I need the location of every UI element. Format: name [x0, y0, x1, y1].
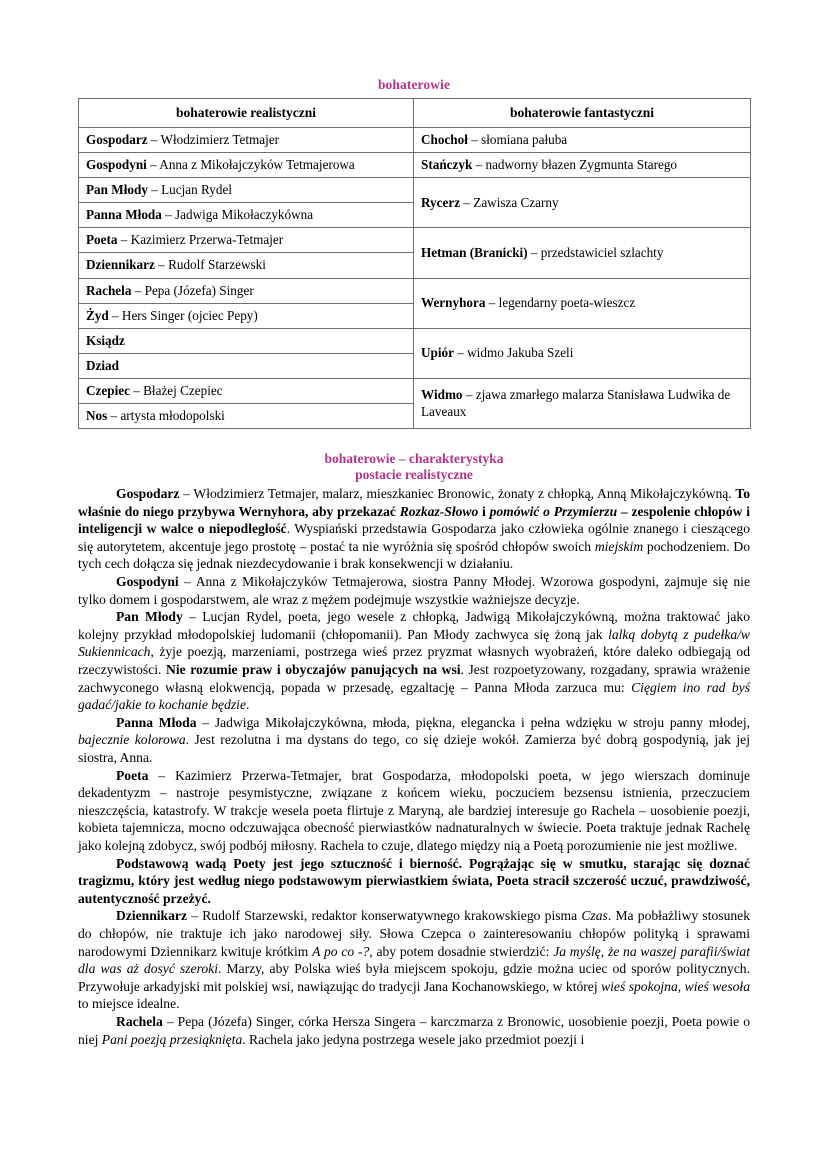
character-name: Pan Młody — [86, 182, 148, 198]
paragraph-panna-mloda — [78, 714, 750, 767]
character-name: Rycerz — [421, 194, 461, 210]
character-description: – Kazimierz Przerwa-Tetmajer — [117, 232, 284, 248]
text-run: Poeta — [116, 767, 149, 783]
text-run: Panna Młoda — [116, 714, 197, 730]
paragraph-gospodyni — [78, 573, 750, 608]
paragraph-poeta-wada — [78, 855, 750, 908]
table-body — [79, 127, 751, 428]
text-run: i — [478, 503, 490, 519]
characteristics-heading-line2: postacie realistyczne — [355, 467, 473, 483]
text-run: Pan Młody — [116, 609, 183, 625]
table-header-row — [79, 98, 751, 127]
character-description: – Rudolf Starzewski — [154, 257, 266, 273]
text-run: . Marzy, aby Polska wieś była miejscem spokoju, gdzie można uciec od sporów politycznych. Przywołuje arkadyjski mit polskiej wsi, nawiązując do tradycji Jana Kochanowskiego, w której — [78, 961, 750, 994]
character-description: – Zawisza Czarny — [460, 194, 559, 210]
paragraph-gospodarz — [78, 485, 750, 573]
table-head — [79, 98, 751, 127]
text-run: . Rachela jako jedyna postrzega wesele jako przedmiot poezji i — [242, 1031, 585, 1047]
cell-fantastic-character — [414, 178, 751, 228]
page-title: bohaterowie — [377, 77, 451, 92]
text-run: pomówić o Przymierzu — [489, 503, 618, 519]
text-run: Nie rozumie praw i obyczajów panujących na wsi — [166, 662, 461, 678]
cell-realistic-character — [79, 328, 414, 353]
cell-fantastic-character — [414, 378, 751, 428]
cell-realistic-character — [79, 404, 414, 429]
character-description: – nadworny błazen Zygmunta Starego — [472, 157, 678, 173]
text-run: wieś spokojna, wieś wesoła — [601, 978, 750, 994]
table-row — [79, 378, 751, 403]
text-run: Podstawową wadą Poety jest jego sztuczność i bierność. Pogrążając się w smutku, starając się doznać tragizmu, który jest według niego podstawowym pierwiastkiem świata, Poeta stracił szczerość uczuć, prawdziwość, autentyczność przeżyć. — [78, 855, 750, 906]
character-description: – legendarny poeta-wieszcz — [485, 295, 636, 311]
cell-fantastic-character — [414, 328, 751, 378]
table-row — [79, 328, 751, 353]
character-description: – Hers Singer (ojciec Pepy) — [108, 307, 258, 323]
character-name: Widmo — [421, 387, 463, 403]
character-description: – Błażej Czepiec — [129, 382, 223, 398]
text-run: pochodzeniem. Do tych cech dołącza się jednak niezdecydowanie i brak konsekwencji w działaniu. — [78, 538, 750, 572]
column-header-realistic: bohaterowie realistyczni — [79, 98, 414, 127]
character-description: – widmo Jakuba Szeli — [453, 345, 574, 361]
text-run: To właśnie do niego przybywa Wernyhora, aby przekazać — [78, 486, 750, 519]
text-run: Ja myślę, że na waszej parafii/świat dla was aż dosyć szeroki — [78, 943, 750, 977]
character-name: Panna Młoda — [86, 207, 162, 223]
text-run: Gospodarz — [116, 486, 180, 502]
text-run: Cięgiem ino rad byś gadać/jakie to kochanie będzie — [78, 679, 750, 713]
table-row — [79, 127, 751, 152]
text-run: . Ma pobłażliwy stosunek do chłopów, nie traktuje ich jako narodowej siły. Słowa Czepca o zainteresowaniu chłopów polityką i sprawami narodowymi Dziennikarz kwituje krótkim — [78, 908, 750, 959]
cell-realistic-character — [79, 228, 414, 253]
text-run: A po co -? — [312, 943, 370, 959]
cell-realistic-character — [79, 278, 414, 303]
cell-fantastic-character — [414, 127, 751, 152]
character-description: – słomiana pałuba — [467, 131, 568, 147]
text-run: Rachela — [116, 1013, 163, 1029]
table-row — [79, 178, 751, 203]
cell-realistic-character — [79, 353, 414, 378]
text-run: Czas — [581, 908, 608, 924]
cell-realistic-character — [79, 153, 414, 178]
character-name: Nos — [86, 408, 108, 423]
text-run: lalką dobytą z pudełka/w Sukiennicach — [78, 626, 750, 660]
character-name: Dziad — [86, 357, 119, 373]
characteristics-heading — [78, 451, 750, 483]
paragraph-pan-mlody — [78, 608, 750, 714]
table-row — [79, 278, 751, 303]
text-run: Gospodyni — [116, 574, 179, 590]
text-run: , aby potem dosadnie stwierdzić: — [369, 943, 554, 959]
characteristics-heading-line1: bohaterowie – charakterystyka — [324, 451, 504, 467]
text-run: – Kazimierz Przerwa-Tetmajer, brat Gospodarza, młodopolski poeta, w jego wierszach dominuje dekadentyzm – nastroje pesymistyczne, związane z końcem wieku, poczuciem bezsensu istnienia, przeczuciem nieszczęścia, katastrofy. W trakcje wesela poeta flirtuje z Maryną, ale bardziej interesuje go Rachela – uosobienie poezji, kobieta tajemnicza, mocno odczuwająca obecność pierwiastków nadnaturalnych w świecie. Poeta traktuje jednak Rachelę jako kolejną zdobycz, swój podbój miłosny. Rachela to czuje, dlatego między nią a Poetą porozumienie nie jest możliwe. — [78, 767, 750, 853]
character-name: Hetman (Branicki) — [421, 244, 528, 260]
text-run: . Jest rozpoetyzowany, rozgadany, sprawia wrażenie zachwyconego własną elokwencją, popada w przesadę, egzaltację – Panna Młoda zarzuca mu: — [78, 662, 750, 695]
text-run: – Jadwiga Mikołajczykówna, młoda, piękna, elegancka i pełna wdzięku w stroju panny młodej, — [196, 714, 750, 730]
paragraph-poeta — [78, 767, 750, 855]
paragraph-dziennikarz — [78, 907, 750, 1013]
character-description: – artysta młodopolski — [107, 408, 225, 423]
column-header-fantastic: bohaterowie fantastyczni — [414, 98, 751, 127]
text-run: , żyje poezją, marzeniami, postrzega wieś przez pryzmat własnych wyobrażeń, które daleko odbiegają od rzeczywistości. — [78, 644, 750, 678]
table-row — [79, 228, 751, 253]
character-name: Dziennikarz — [86, 257, 155, 273]
characters-table — [78, 98, 751, 430]
character-name: Chochoł — [421, 131, 468, 147]
character-name: Ksiądz — [86, 332, 125, 348]
cell-realistic-character — [79, 203, 414, 228]
text-run: – Pepa (Józefa) Singer, córka Hersza Singera – karczmarza z Bronowic, uosobienie poezji, Poeta powie o niej — [78, 1013, 750, 1047]
character-description: – Anna z Mikołajczyków Tetmajerowa — [146, 157, 355, 173]
cell-realistic-character — [79, 127, 414, 152]
body-copy — [78, 485, 750, 1048]
character-name: Gospodyni — [86, 157, 147, 173]
text-run: – Lucjan Rydel, poeta, jego wesele z chłopką, Jadwigą Mikołajczykówną, można traktować jako kolejny przykład młodopolskiej ludomanii (chłopomanii). Pan Młody zachwyca się żoną jak — [78, 609, 750, 642]
text-run: – Rudolf Starzewski, redaktor konserwatywnego krakowskiego pisma — [186, 908, 582, 924]
text-run: – Włodzimierz Tetmajer, malarz, mieszkaniec Bronowic, żonaty z chłopką, Anną Mikołajczykówną. — [179, 486, 736, 502]
cell-fantastic-character — [414, 153, 751, 178]
text-run: . Wyspiański przedstawia Gospodarza jako człowieka ogólnie znanego i cieszącego się autorytetem, akcentuje jego prostotę – postać ta nie wyróżnia się spośród chłopów swoich — [78, 521, 750, 554]
character-name: Rachela — [86, 282, 132, 298]
character-name: Poeta — [86, 232, 118, 248]
cell-realistic-character — [79, 178, 414, 203]
table-row — [79, 153, 751, 178]
cell-realistic-character — [79, 303, 414, 328]
text-run: bajecznie kolorowa — [78, 732, 186, 748]
text-run: Pani poezją przesiąknięta — [101, 1031, 243, 1047]
text-run: – Anna z Mikołajczyków Tetmajerowa, siostra Panny Młodej. Wzorowa gospodyni, zajmuje się nie tylko domem i gospodarstwem, ale wraz z mężem podejmuje wszystkie ważniejsze decyzje. — [78, 574, 750, 607]
character-description: – Włodzimierz Tetmajer — [147, 131, 280, 147]
paragraph-rachela — [78, 1013, 750, 1048]
character-name: Żyd — [86, 307, 109, 323]
character-description: – Jadwiga Mikołaczykówna — [161, 207, 314, 223]
character-name: Stańczyk — [421, 157, 473, 173]
text-run: miejskim — [594, 538, 644, 554]
character-name: Gospodarz — [86, 131, 148, 147]
cell-fantastic-character — [414, 278, 751, 328]
cell-realistic-character — [79, 378, 414, 403]
character-name: Czepiec — [86, 382, 130, 398]
cell-realistic-character — [79, 253, 414, 278]
character-description: – Pepa (Józefa) Singer — [131, 282, 254, 298]
character-description: – zjawa zmarłego malarza Stanisława Ludwika de Laveaux — [421, 387, 731, 419]
text-run: to miejsce idealne. — [78, 996, 180, 1012]
text-run: . — [245, 697, 250, 713]
character-name: Upiór — [421, 345, 454, 361]
text-run: – zespolenie chłopów i inteligencji w walce o niepodległość — [78, 503, 750, 537]
text-run: . Jest rezolutna i ma dystans do tego, co się dzieje wokół. Zamierza być dobrą gospodynią, jak jej siostra, Anna. — [78, 732, 750, 765]
cell-fantastic-character — [414, 228, 751, 278]
character-description: – Lucjan Rydel — [147, 182, 232, 198]
text-run: Dziennikarz — [116, 908, 187, 924]
character-description: – przedstawiciel szlachty — [527, 244, 664, 260]
text-run: Rozkaz-Słowo — [399, 503, 479, 519]
character-name: Wernyhora — [421, 295, 486, 311]
